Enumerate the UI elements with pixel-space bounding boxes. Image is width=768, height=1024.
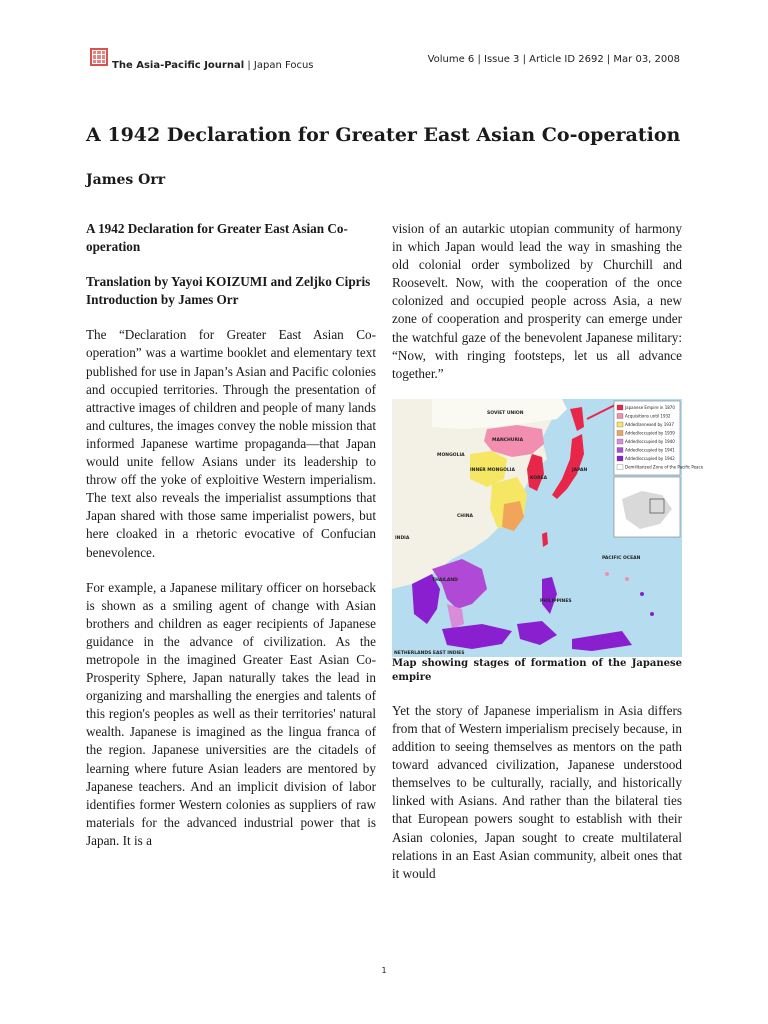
- label-philippines: PHILIPPINES: [540, 598, 572, 604]
- journal-logo-icon: [90, 48, 108, 66]
- legend-swatch: [617, 447, 623, 452]
- translation-credit: Translation by Yayoi KOIZUMI and Zeljko Cipris: [86, 274, 371, 290]
- legend-swatch: [617, 464, 623, 469]
- paragraph-1: The “Declaration for Greater East Asian Co-operation” was a wartime booklet and elementary text published for use in Japan’s Asian and Pacific colonies and occupied territories. Through the presentation of attractive images of children and people of many lands and cultures, the images convey the noble mission that informed Japanese wartime propaganda—that Japan would unite fellow Asians under its leadership to throw off the yoke of exploitive Western imperialism. The text also reveals the imperialist assumptions that Japan shared with those same imperialist powers, but here cloaked in a rhetoric evocative of Confucian benevolence.: [86, 327, 376, 560]
- label-east-indies: NETHERLANDS EAST INDIES: [394, 650, 465, 656]
- paragraph-4: Yet the story of Japanese imperialism in Asia differs from that of Western imperialism precisely because, in addition to seeing themselves as mentors on the path toward advanced civilization, Japanese understood themselves to be culturally, racially, and historically linked with Asians. And rather than the bilateral ties that European powers sought to establish with their Asian colonies, Japan sought to create multilateral relations in an East Asian community, albeit ones that it would: [392, 702, 682, 881]
- label-mongolia: MONGOLIA: [437, 452, 465, 458]
- legend-swatch: [617, 456, 623, 461]
- map-caption: Map showing stages of formation of the Japanese empire: [392, 657, 682, 683]
- legend-label: Demilitarized Zone of the Pacific Peace: [625, 464, 704, 470]
- journal-section[interactable]: Japan Focus: [253, 60, 314, 71]
- legend-swatch: [617, 405, 623, 410]
- paragraph-2: For example, a Japanese military officer on horseback is shown as a smiling agent of change with Asian brothers and children as eager recipients of Japanese guidance in the advance of civilization. As the metropole in the imagined Greater East Asian Co-Prosperity Sphere, Japan naturally takes the lead in organizing and marshalling the energies and talents of this region's peoples as well as their territories' natural wealth. Japanese is imagined as the lingua franca of the region. Japanese universities are the citadels of learning where future Asian leaders are mentored by Japanese teachers. And an implicit division of labor identifies former Western colonies as suppliers of raw materials for the advanced industrial power that is Japan. It is a: [86, 579, 376, 848]
- empire-map-svg: [392, 399, 704, 657]
- legend-label: Acquisitions until 1932: [625, 413, 671, 419]
- legend-label: Added/occupied by 1942: [625, 455, 675, 461]
- journal-header: [112, 60, 314, 71]
- legend-label: Added/annexed by 1937: [625, 421, 674, 427]
- label-pacific: PACIFIC OCEAN: [602, 555, 641, 561]
- legend-swatch: [617, 439, 623, 444]
- label-korea: KOREA: [530, 475, 548, 481]
- page-number: 1: [381, 966, 387, 975]
- article-author: James Orr: [86, 172, 166, 188]
- label-india: INDIA: [395, 535, 410, 541]
- paragraph-3: vision of an autarkic utopian community of harmony in which Japan would lead the way in smashing the old colonial order symbolized by Churchill and Roosevelt. Now, with the cooperation of the once colonized and occupied people across Asia, a new zone of cooperation and prosperity can emerge under the watchful gaze of the benevolent Japanese military: “Now, with ringing footsteps, let us all advance together.”: [392, 221, 682, 381]
- introduction-credit: Introduction by James Orr: [86, 292, 239, 308]
- legend-swatch: [617, 413, 623, 418]
- legend-label: Added/occupied by 1940: [625, 438, 675, 444]
- legend-label: Added/occupied by 1941: [625, 447, 675, 453]
- label-inner-mongolia: INNER MONGOLIA: [470, 467, 515, 473]
- article-meta: Volume 6 | Issue 3 | Article ID 2692 | Mar 03, 2008: [427, 54, 680, 65]
- japan-region: [552, 434, 584, 499]
- header-separator: |: [244, 60, 254, 71]
- label-manchuria: MANCHURIA: [492, 437, 524, 443]
- label-thailand: THAILAND: [432, 577, 458, 583]
- article-title: A 1942 Declaration for Greater East Asian Co-operation: [86, 124, 681, 146]
- left-column: [86, 220, 376, 867]
- label-japan: JAPAN: [572, 467, 588, 473]
- legend-label: Added/occupied by 1939: [625, 430, 675, 436]
- label-soviet: SOVIET UNION: [487, 410, 524, 416]
- article-subtitle: A 1942 Declaration for Greater East Asian Co-operation: [86, 221, 348, 255]
- empire-map: [392, 399, 704, 657]
- legend-label: Japanese Empire in 1870: [625, 404, 675, 410]
- legend-swatch: [617, 430, 623, 435]
- journal-name[interactable]: The Asia-Pacific Journal: [112, 60, 245, 71]
- legend-swatch: [617, 422, 623, 427]
- label-china: CHINA: [457, 513, 473, 519]
- right-column: [392, 220, 704, 900]
